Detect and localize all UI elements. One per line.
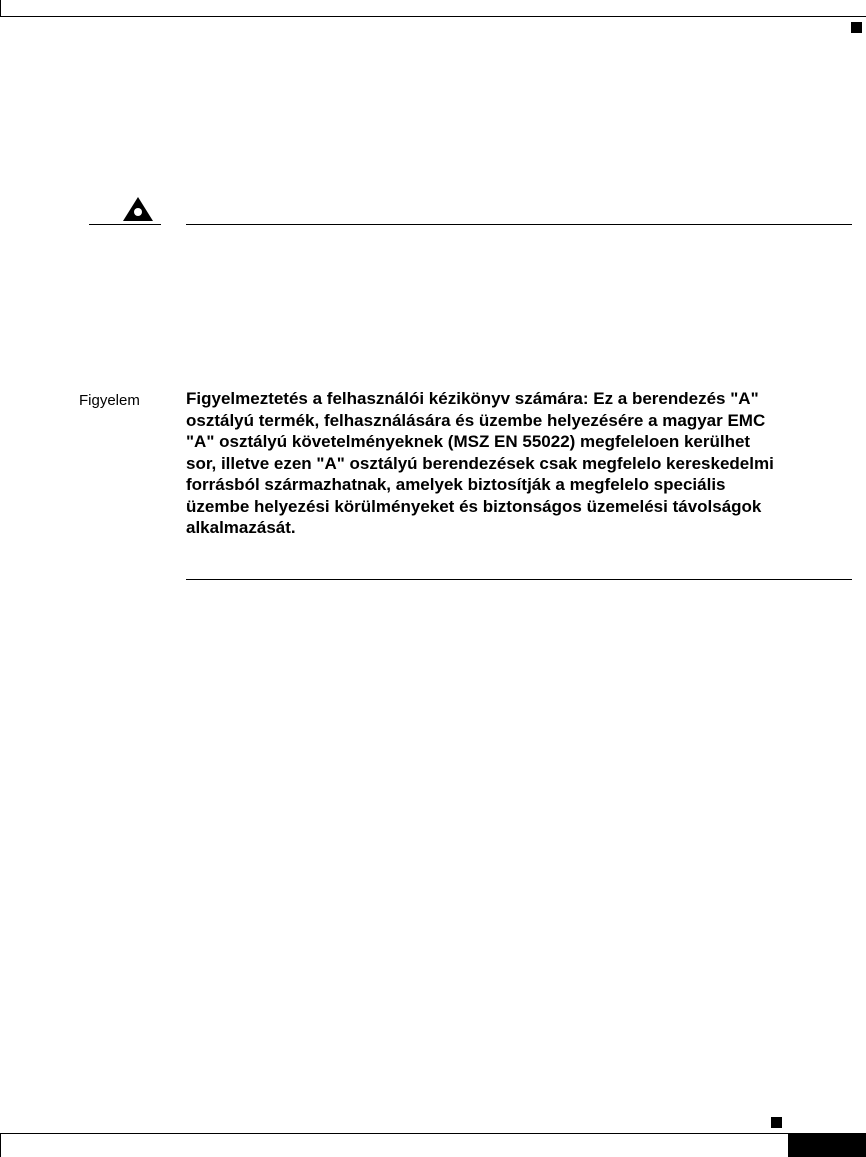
warning-text-line: üzembe helyezési körülményeket és biztonságos üzemelési távolságok [186,496,762,516]
warning-text-line: "A" osztályú követelményeknek (MSZ EN 55022) megfeleloen kerülhet [186,432,751,451]
warning-bottom-rule [186,579,852,580]
warning-triangle-icon [122,196,154,222]
footer-page-tab [788,1134,866,1157]
warning-text-line: sor, illetve ezen "A" osztályú berendezések csak megfelelo kereskedelmi [186,453,774,473]
footer-marker [771,1117,782,1128]
icon-underline-rule [89,224,161,225]
footer-rule [0,1133,866,1134]
header-left-tick [0,0,1,17]
warning-text-line: alkalmazását. [186,518,296,537]
warning-text-line: osztályú termék, felhasználására és üzembe helyezésére a magyar EMC [186,410,766,430]
header-rule [0,16,866,17]
warning-label: Figyelem [79,392,140,409]
warning-text [186,388,850,539]
header-marker [851,22,862,33]
footer-left-tick [0,1133,1,1157]
warning-top-rule [186,224,852,225]
warning-text-line: forrásból származhatnak, amelyek biztosítják a megfelelo speciális [186,475,726,494]
warning-text-line: Figyelmeztetés a felhasználói kézikönyv számára: Ez a berendezés "A" [186,389,759,408]
